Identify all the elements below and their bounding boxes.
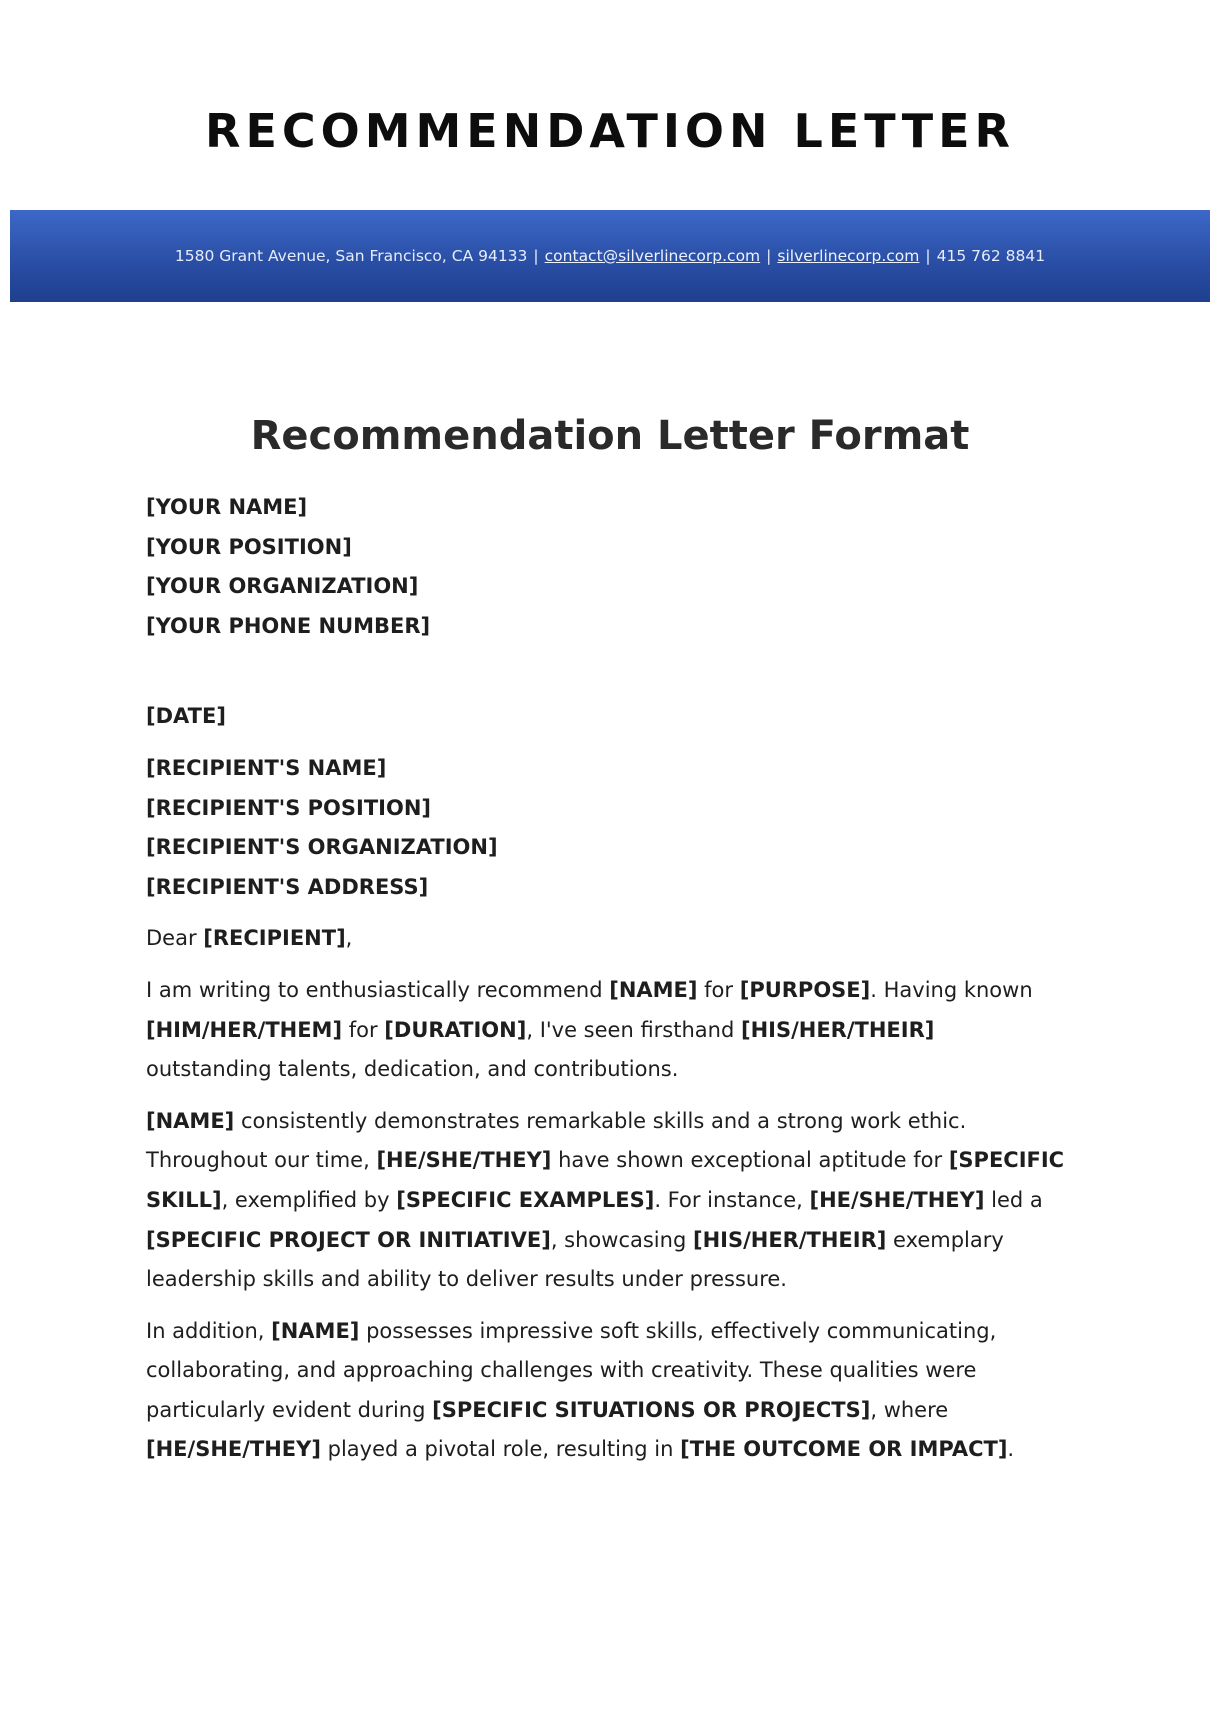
contact-separator: |: [766, 247, 772, 265]
body-text: played a pivotal role, resulting in: [320, 1437, 681, 1462]
body-text: , I've seen firsthand: [526, 1017, 741, 1042]
body-text: I am writing to enthusiastically recommend: [146, 977, 610, 1002]
sender-organization: [YOUR ORGANIZATION]: [146, 574, 419, 599]
contact-band: [10, 210, 1210, 302]
placeholder-text: [HIS/HER/THEIR]: [740, 1017, 935, 1042]
placeholder-text: [SPECIFIC SITUATIONS OR PROJECTS]: [432, 1397, 871, 1422]
sender-block: [146, 488, 1066, 646]
body-text: exemplary leadership skills and ability to deliver results under pressure.: [146, 1227, 1004, 1292]
body-text: .: [1007, 1437, 1015, 1462]
body-text: . Having known: [870, 977, 1033, 1002]
salutation: [146, 919, 1066, 959]
body-text: , showcasing: [550, 1227, 693, 1252]
body-paragraph: [146, 971, 1066, 1090]
body-text: In addition,: [146, 1318, 272, 1343]
recipient-address: [RECIPIENT'S ADDRESS]: [146, 874, 429, 899]
body-text: consistently demonstrates remarkable skills and a strong work ethic. Throughout our time,: [146, 1108, 967, 1173]
recipient-block: [146, 749, 1066, 907]
body-text: . For instance,: [654, 1187, 810, 1212]
contact-website-link[interactable]: silverlinecorp.com: [777, 247, 920, 265]
body-text: possesses impressive soft skills, effectively communicating, collaborating, and approaching challenges with creativity. These qualities were particularly evident during: [146, 1318, 997, 1422]
placeholder-text: [SPECIFIC PROJECT OR INITIATIVE]: [146, 1227, 551, 1252]
placeholder-text: [HIS/HER/THEIR]: [692, 1227, 887, 1252]
placeholder-text: [SPECIFIC EXAMPLES]: [396, 1187, 655, 1212]
body-text: for: [342, 1017, 385, 1042]
placeholder-text: [NAME]: [271, 1318, 360, 1343]
placeholder-text: [HE/SHE/THEY]: [809, 1187, 985, 1212]
placeholder-text: [HE/SHE/THEY]: [146, 1437, 321, 1462]
contact-phone: 415 762 8841: [936, 247, 1046, 265]
body-paragraph: [146, 1312, 1066, 1470]
date-block: [146, 697, 1066, 737]
placeholder-text: [HE/SHE/THEY]: [376, 1148, 552, 1173]
contact-separator: |: [925, 247, 931, 265]
letter-body: [146, 488, 1066, 1482]
body-text: Dear: [146, 926, 204, 951]
contact-separator: |: [533, 247, 539, 265]
contact-email-link[interactable]: contact@silverlinecorp.com: [544, 247, 761, 265]
recipient-organization: [RECIPIENT'S ORGANIZATION]: [146, 835, 498, 860]
letter-date: [DATE]: [146, 704, 226, 729]
body-text: led a: [984, 1187, 1043, 1212]
body-text: outstanding talents, dedication, and contributions.: [146, 1057, 679, 1082]
document-title: Recommendation Letter Format: [250, 413, 970, 459]
sender-phone: [YOUR PHONE NUMBER]: [146, 613, 431, 638]
placeholder-text: [THE OUTCOME OR IMPACT]: [680, 1437, 1008, 1462]
placeholder-text: [NAME]: [609, 977, 698, 1002]
contact-address: 1580 Grant Avenue, San Francisco, CA 94133: [174, 247, 528, 265]
placeholder-text: [HIM/HER/THEM]: [146, 1017, 343, 1042]
sender-position: [YOUR POSITION]: [146, 534, 352, 559]
body-text: have shown exceptional aptitude for: [551, 1148, 949, 1173]
placeholder-text: [DURATION]: [384, 1017, 527, 1042]
body-text: for: [697, 977, 740, 1002]
letterhead-title: RECOMMENDATION LETTER: [205, 104, 1015, 158]
placeholder-text: [RECIPIENT]: [203, 926, 346, 951]
placeholder-text: [SPECIFIC SKILL]: [146, 1148, 1065, 1212]
body-text: , where: [870, 1397, 949, 1422]
recipient-name: [RECIPIENT'S NAME]: [146, 755, 387, 780]
placeholder-text: [NAME]: [146, 1108, 235, 1133]
recipient-position: [RECIPIENT'S POSITION]: [146, 795, 431, 820]
body-paragraph: [146, 1102, 1066, 1300]
body-text: , exemplified by: [221, 1187, 397, 1212]
body-text: ,: [345, 926, 353, 951]
sender-name: [YOUR NAME]: [146, 495, 308, 519]
placeholder-text: [PURPOSE]: [739, 977, 871, 1002]
